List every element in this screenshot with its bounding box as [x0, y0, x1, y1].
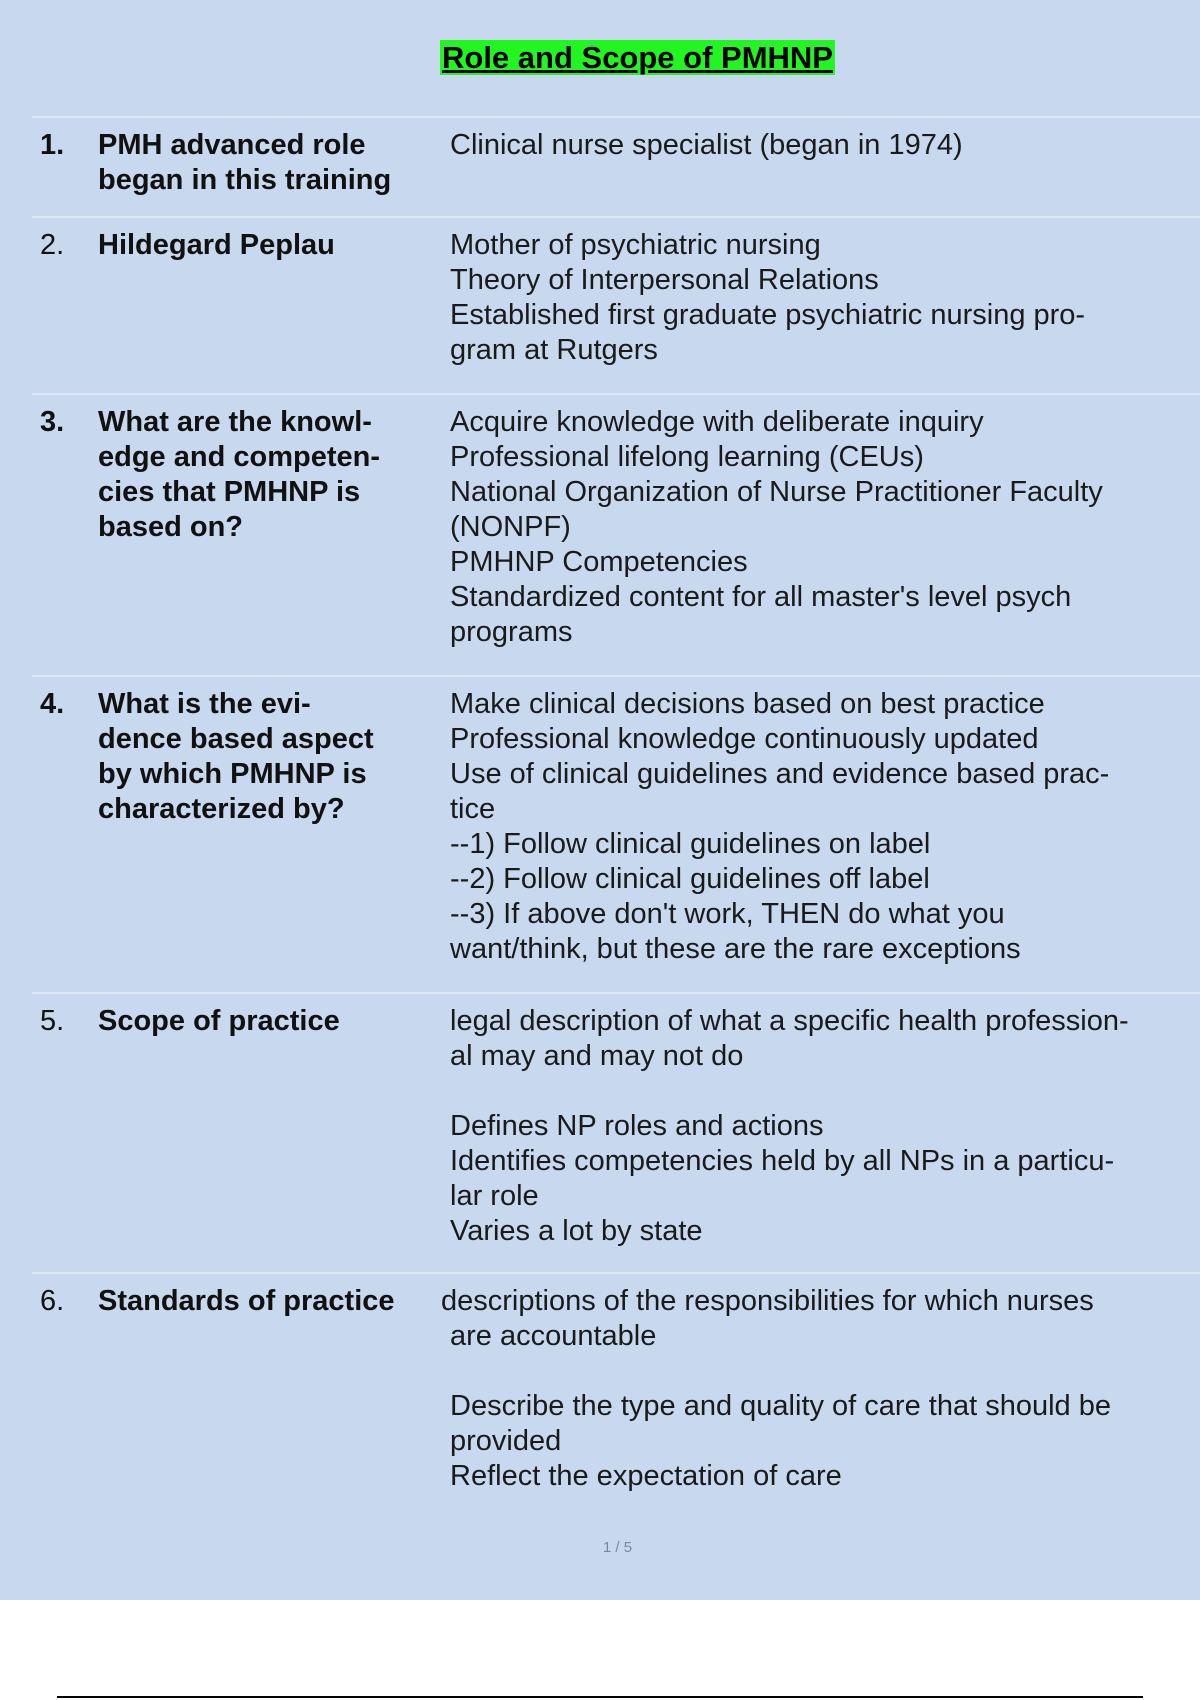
term-line: by which PMHNP is: [98, 758, 367, 790]
definition-line: lar role: [450, 1180, 539, 1212]
definition-line: Professional lifelong learning (CEUs): [450, 441, 924, 473]
row-term: [98, 405, 428, 545]
definition-line: legal description of what a specific health profession-: [450, 1005, 1129, 1037]
definition-line: Theory of Interpersonal Relations: [450, 264, 879, 296]
row-number: 3.: [40, 406, 65, 438]
row-definition: [450, 1004, 1200, 1249]
table-row: [32, 393, 1200, 675]
term-line: cies that PMHNP is: [98, 476, 361, 508]
term-line: edge and competen-: [98, 441, 380, 473]
definition-line: PMHNP Competencies: [450, 546, 748, 578]
row-definition: [450, 405, 1200, 650]
definition-line: Established first graduate psychiatric nursing pro-: [450, 299, 1086, 331]
term-line: dence based aspect: [98, 723, 374, 755]
definition-line: Mother of psychiatric nursing: [450, 229, 821, 261]
definition-spacer: [450, 1074, 1200, 1109]
definition-line: Identifies competencies held by all NPs in a particu-: [450, 1145, 1115, 1177]
row-term: [98, 687, 428, 827]
row-term: [98, 1004, 428, 1039]
definition-line: Make clinical decisions based on best practice: [450, 688, 1045, 720]
row-definition: [450, 128, 1200, 163]
definition-line: programs: [450, 616, 573, 648]
definition-line: provided: [450, 1425, 562, 1457]
term-line: Hildegard Peplau: [98, 229, 335, 261]
definition-spacer: [450, 1354, 1200, 1389]
definition-line: descriptions of the responsibilities for which nurses: [441, 1285, 1094, 1317]
term-line: PMH advanced role: [98, 129, 366, 161]
row-number: 2.: [40, 229, 65, 261]
definition-line: Professional knowledge continuously updated: [450, 723, 1039, 755]
definition-line: Describe the type and quality of care that should be: [450, 1390, 1111, 1422]
row-number: 1.: [40, 129, 65, 161]
row-number: 4.: [40, 688, 65, 720]
term-line: characterized by?: [98, 793, 345, 825]
row-definition: [441, 1284, 1200, 1494]
term-line: began in this training: [98, 164, 392, 196]
flashcard-table: [32, 116, 1200, 1542]
definition-line: al may and may not do: [450, 1040, 744, 1072]
definition-line: Use of clinical guidelines and evidence based prac-: [450, 758, 1110, 790]
row-term: [98, 128, 428, 198]
definition-line: --1) Follow clinical guidelines on label: [450, 828, 931, 860]
definition-line: --2) Follow clinical guidelines off label: [450, 863, 930, 895]
definition-line: --3) If above don't work, THEN do what you: [450, 898, 1005, 930]
definition-line: tice: [450, 793, 496, 825]
document-title-text: Role and Scope of PMHNP: [442, 40, 833, 75]
definition-line: want/think, but these are the rare exceptions: [450, 933, 1021, 965]
table-row: [32, 675, 1200, 992]
row-term: [98, 1284, 448, 1319]
page-indicator: 1 / 5: [602, 1539, 633, 1556]
definition-line: Reflect the expectation of care: [450, 1460, 842, 1492]
document-title: [0, 40, 1200, 76]
row-number: 6.: [40, 1285, 65, 1317]
definition-line: gram at Rutgers: [450, 334, 658, 366]
definition-line: (NONPF): [450, 511, 571, 543]
row-term: [98, 228, 428, 263]
term-line: Standards of practice: [98, 1285, 395, 1317]
bottom-divider: [57, 1696, 1143, 1698]
row-number: 5.: [40, 1005, 65, 1037]
row-definition: [450, 228, 1200, 368]
table-row: [32, 992, 1200, 1272]
definition-line: Clinical nurse specialist (began in 1974): [450, 129, 963, 161]
definition-line: Varies a lot by state: [450, 1215, 703, 1247]
definition-line: are accountable: [450, 1320, 657, 1352]
definition-line: Standardized content for all master's level psych: [450, 581, 1072, 613]
table-row: [32, 216, 1200, 393]
table-row: [32, 116, 1200, 216]
table-row: [32, 1272, 1200, 1542]
term-line: What is the evi-: [98, 688, 311, 720]
term-line: Scope of practice: [98, 1005, 340, 1037]
definition-line: Acquire knowledge with deliberate inquiry: [450, 406, 984, 438]
definition-line: National Organization of Nurse Practitioner Faculty: [450, 476, 1103, 508]
term-line: What are the knowl-: [98, 406, 372, 438]
row-definition: [450, 687, 1200, 967]
term-line: based on?: [98, 511, 244, 543]
definition-line: Defines NP roles and actions: [450, 1110, 824, 1142]
